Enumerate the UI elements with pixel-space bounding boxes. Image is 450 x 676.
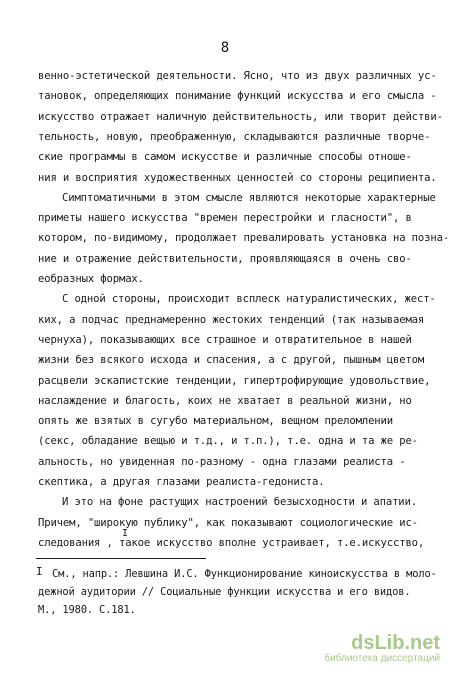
text-line: (секс, обладание вещью и т.д., и т.п.), т.е. одна и та же ре-	[38, 435, 418, 447]
text-line: И это на фоне растущих настроений безысходности и апатии.	[62, 496, 417, 508]
text-line: искусство отражает наличную действительность, или творит действи-	[38, 111, 443, 123]
text-line: чернуха), показывающих все страшное и отвратительное в нашей	[38, 334, 412, 346]
text-line: ние и отражение действительности, проявляющаяся в очень сво-	[38, 253, 412, 265]
page-number: 8	[220, 40, 230, 56]
text-line: Причем, "широкую публику", как показывают социологические ис-	[38, 517, 418, 529]
watermark-subtitle: библиотека диссертаций	[324, 653, 440, 664]
text-line: венно-эстетической деятельности. Ясно, что из двух различных ус-	[38, 70, 437, 82]
watermark	[324, 633, 440, 664]
text-line: расцвели эскапистские тенденции, гипертрофирующие удовольствие,	[38, 375, 431, 387]
text-line: тельность, новую, преображенную, складываются различные творче-	[38, 131, 431, 143]
footnote-line: дежной аудитории // Социальные функции искусства и его видов.	[38, 586, 411, 598]
text-line: ния и восприятия художественных ценностей со стороны реципиента.	[38, 172, 437, 184]
text-line: следования , такое искусство вполне устраивает, т.е.искусство,	[38, 537, 425, 549]
text-line: опять же взятых в сугубо материальном, вещном преломлении	[38, 415, 393, 427]
footnote-line: М., 1980. С.181.	[38, 604, 136, 616]
text-line: наслаждение и благость, коих не хватает в реальной жизни, но	[38, 395, 412, 407]
text-line: скептика, а другая глазами реалиста-гедониста.	[38, 476, 325, 488]
text-line: котором, по-видимому, продолжает превалировать установка на позна-	[38, 232, 450, 244]
watermark-logo: dsLib.net	[351, 632, 440, 654]
text-line: приметы нашего искусства "времен перестройки и гласности", в	[38, 212, 412, 224]
text-line: ские программы в самом искусстве и различные способы отноше-	[38, 151, 412, 163]
text-line: еобразных формах.	[38, 273, 144, 285]
text-line: ких, а подчас преднамеренно жестоких тенденций (так называемая	[38, 314, 425, 326]
text-line: альность, но увиденная по-разному - одна глазами реалиста -	[38, 456, 406, 468]
footnote-line: См., напр.: Левшина И.С. Функционирование киноискусства в моло-	[52, 568, 437, 580]
footnote-rule	[36, 558, 206, 559]
footnote-reference: I	[122, 528, 129, 539]
text-line: С одной стороны, происходит всплеск натуралистических, жест-	[62, 293, 436, 305]
text-line: жизни без всякого исхода и спасения, а с другой, пышным цветом	[38, 354, 425, 366]
text-line: Симптоматичными в этом смысле являются некоторые характерные	[62, 192, 436, 204]
text-line: тановок, определяющих понимание функций искусства и его смысла -	[38, 90, 437, 102]
footnote-marker: I	[36, 565, 43, 578]
